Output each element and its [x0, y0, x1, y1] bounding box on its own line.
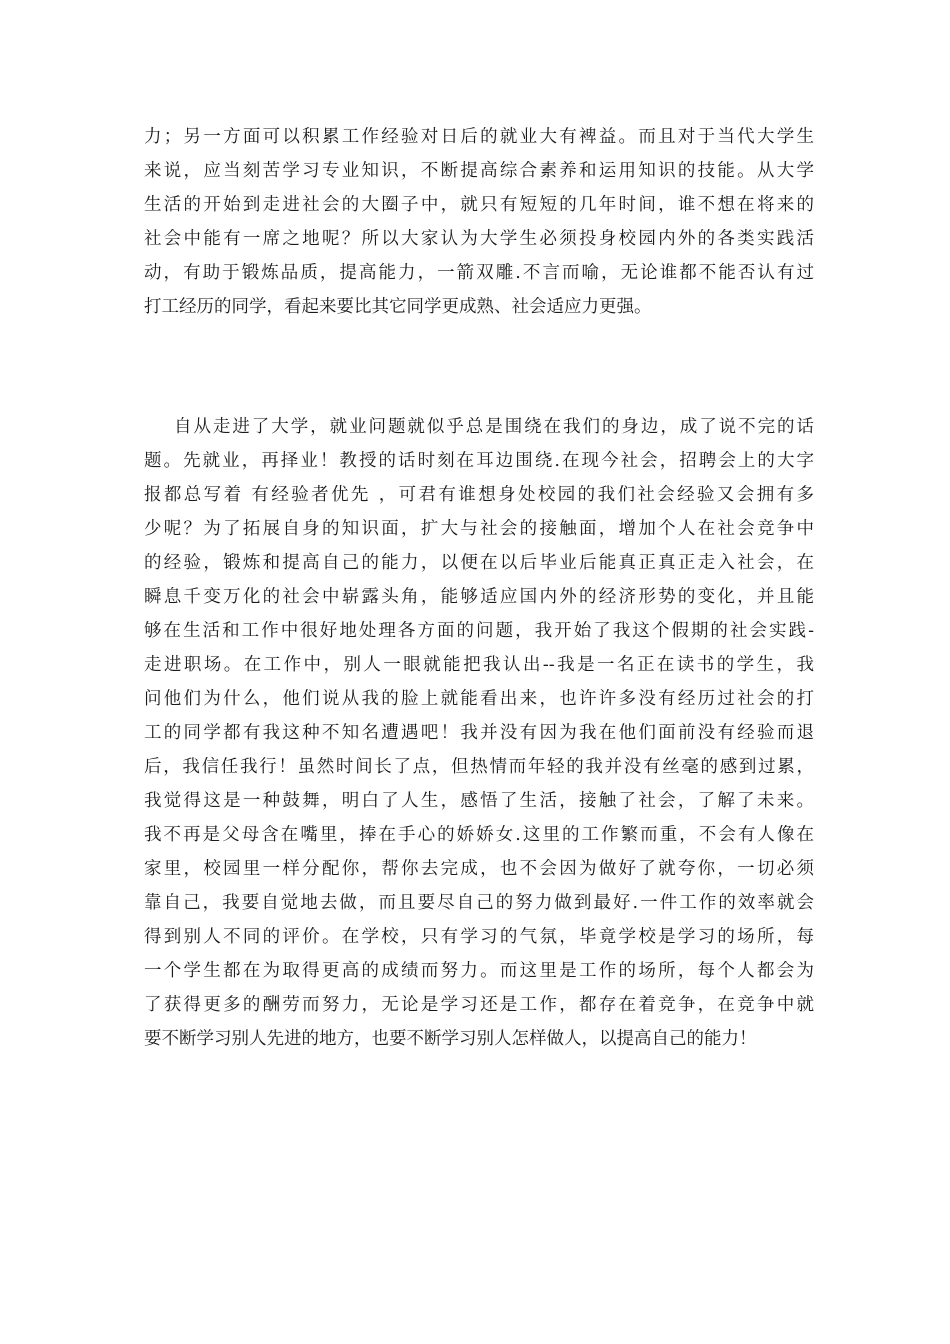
text-line: 够在生活和工作中很好地处理各方面的问题，我开始了我这个假期的社会实践- [144, 621, 814, 641]
text-line: 工的同学都有我这种不知名遭遇吧！我并没有因为我在他们面前没有经验而退 [144, 723, 814, 743]
text-line: 一个学生都在为取得更高的成绩而努力。而这里是工作的场所，每个人都会为 [144, 961, 814, 981]
text-line: 后，我信任我行！虽然时间长了点，但热情而年轻的我并没有丝毫的感到过累， [144, 757, 814, 777]
text-line: 报都总写着 有经验者优先 ，可君有谁想身处校园的我们社会经验又会拥有多 [144, 485, 814, 505]
text-line: 的经验，锻炼和提高自己的能力，以便在以后毕业后能真正真正走入社会，在 [144, 553, 814, 573]
paragraph-1 [144, 120, 814, 324]
text-line: 生活的开始到走进社会的大圈子中，就只有短短的几年时间，谁不想在将来的 [144, 195, 814, 215]
text-line: 靠自己，我要自觉地去做，而且要尽自己的努力做到最好.一件工作的效率就会 [144, 893, 814, 913]
text-line: 打工经历的同学，看起来要比其它同学更成熟、社会适应力更强。 [144, 297, 652, 317]
text-line: 我觉得这是一种鼓舞，明白了人生，感悟了生活，接触了社会，了解了未来。 [144, 791, 814, 811]
text-line: 少呢？为了拓展自身的知识面，扩大与社会的接触面，增加个人在社会竞争中 [144, 519, 814, 539]
text-line: 家里，校园里一样分配你，帮你去完成，也不会因为做好了就夸你，一切必须 [144, 859, 814, 879]
text-line: 力；另一方面可以积累工作经验对日后的就业大有裨益。而且对于当代大学生 [144, 127, 814, 147]
text-line: 我不再是父母含在嘴里，捧在手心的娇娇女.这里的工作繁而重，不会有人像在 [144, 825, 814, 845]
paragraph-2 [144, 410, 814, 1056]
text-line: 问他们为什么，他们说从我的脸上就能看出来，也许许多没有经历过社会的打 [144, 689, 814, 709]
text-line: 来说，应当刻苦学习专业知识，不断提高综合素养和运用知识的技能。从大学 [144, 161, 814, 181]
text-line: 了获得更多的酬劳而努力，无论是学习还是工作，都存在着竞争，在竞争中就 [144, 995, 814, 1015]
text-line: 题。先就业，再择业！教授的话时刻在耳边围绕.在现今社会，招聘会上的大字 [144, 451, 814, 471]
text-line: 社会中能有一席之地呢？所以大家认为大学生必须投身校园内外的各类实践活 [144, 229, 814, 249]
text-line: 自从走进了大学，就业问题就似乎总是围绕在我们的身边，成了说不完的话 [174, 417, 814, 437]
text-line: 动，有助于锻炼品质，提高能力，一箭双雕.不言而喻，无论谁都不能否认有过 [144, 263, 814, 283]
text-line: 得到别人不同的评价。在学校，只有学习的气氛，毕竟学校是学习的场所，每 [144, 927, 814, 947]
text-line: 走进职场。在工作中，别人一眼就能把我认出--我是一名正在读书的学生，我 [144, 655, 814, 675]
text-line: 瞬息千变万化的社会中崭露头角，能够适应国内外的经济形势的变化，并且能 [144, 587, 814, 607]
text-line: 要不断学习别人先进的地方，也要不断学习别人怎样做人，以提高自己的能力！ [144, 1029, 757, 1049]
